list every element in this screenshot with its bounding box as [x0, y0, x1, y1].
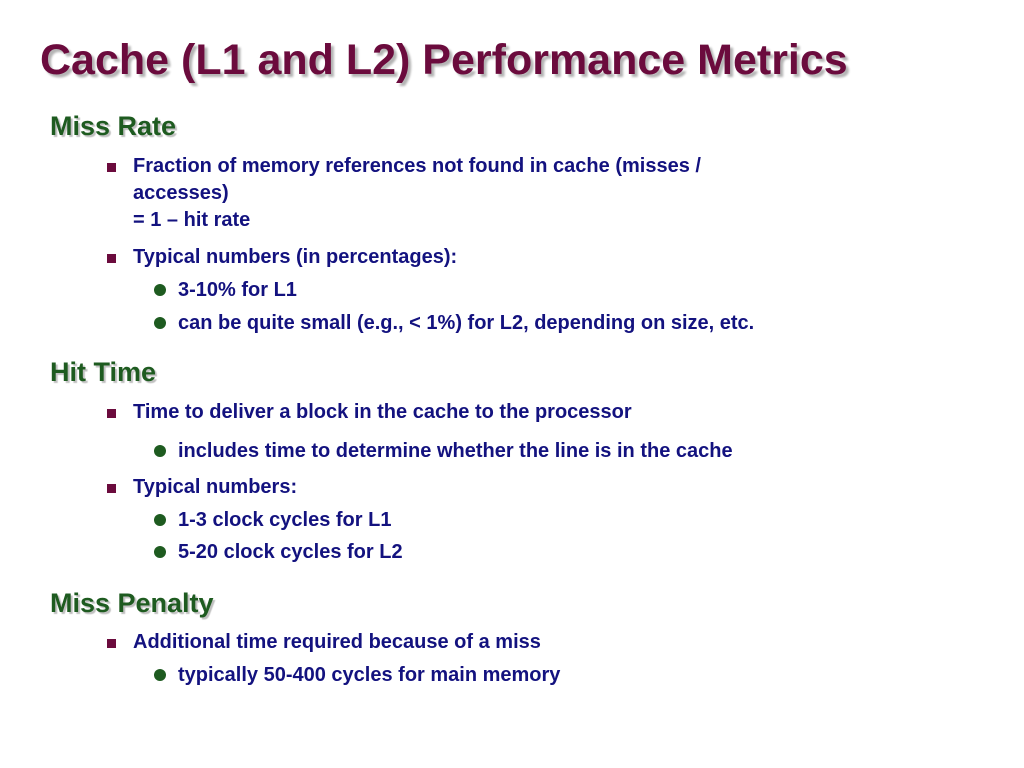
sub-list-item [178, 310, 754, 337]
slide-title: Cache (L1 and L2) Performance Metrics [40, 36, 848, 84]
square-bullet-icon [107, 639, 116, 648]
section-heading-miss-penalty: Miss Penalty [50, 588, 214, 618]
sub-list-item [178, 277, 297, 304]
sub-list-item [178, 438, 733, 465]
sub-list-item [178, 662, 560, 689]
round-bullet-icon [154, 546, 166, 558]
round-bullet-icon [154, 284, 166, 296]
bullet-text: Time to deliver a block in the cache to the processor [133, 401, 632, 423]
list-item [133, 153, 701, 234]
round-bullet-icon [154, 445, 166, 457]
bullet-text: Fraction of memory references not found in cache (misses / accesses) = 1 – hit rate [133, 155, 701, 231]
list-item [133, 629, 541, 656]
section-heading-miss-rate: Miss Rate [50, 111, 177, 141]
sub-bullet-text: 5-20 clock cycles for L2 [178, 541, 403, 563]
sub-list-item [178, 507, 391, 534]
round-bullet-icon [154, 514, 166, 526]
sub-bullet-text: typically 50-400 cycles for main memory [178, 664, 561, 686]
bullet-text: Typical numbers (in percentages): [133, 246, 458, 268]
list-item [133, 399, 632, 426]
round-bullet-icon [154, 317, 166, 329]
square-bullet-icon [107, 409, 116, 418]
sub-bullet-text: 1-3 clock cycles for L1 [178, 509, 392, 531]
square-bullet-icon [107, 254, 116, 263]
list-item [133, 474, 297, 501]
square-bullet-icon [107, 484, 116, 493]
bullet-text: Additional time required because of a miss [133, 631, 541, 653]
round-bullet-icon [154, 669, 166, 681]
list-item [133, 244, 457, 271]
section-heading-hit-time: Hit Time [50, 357, 157, 387]
square-bullet-icon [107, 163, 116, 172]
sub-bullet-text: can be quite small (e.g., < 1%) for L2, depending on size, etc. [178, 312, 755, 334]
sub-list-item [178, 539, 403, 566]
bullet-text: Typical numbers: [133, 476, 298, 498]
sub-bullet-text: 3-10% for L1 [178, 279, 297, 301]
sub-bullet-text: includes time to determine whether the line is in the cache [178, 440, 733, 462]
